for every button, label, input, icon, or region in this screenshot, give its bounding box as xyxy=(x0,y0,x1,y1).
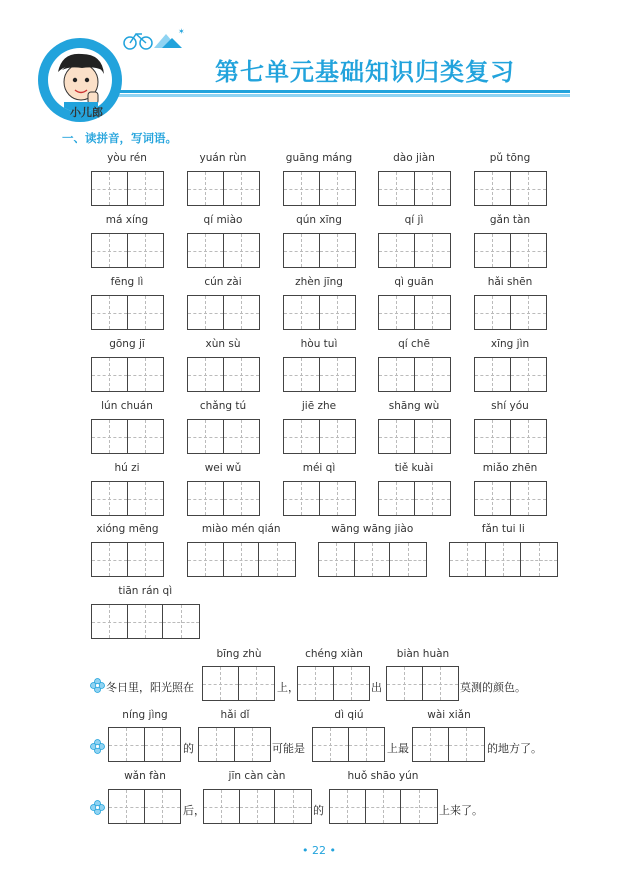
sentence-text: 可能是 xyxy=(272,742,305,755)
writing-cell[interactable] xyxy=(128,420,164,453)
pinyin-label: jīn càn càn xyxy=(228,770,286,782)
pinyin-label: zhèn jīng xyxy=(295,276,343,288)
writing-cell[interactable] xyxy=(379,358,415,391)
writing-cell[interactable] xyxy=(240,790,276,823)
answer-box[interactable] xyxy=(202,666,275,701)
writing-cell[interactable] xyxy=(109,790,145,823)
writing-cell[interactable] xyxy=(92,234,128,267)
writing-cell[interactable] xyxy=(92,482,128,515)
answer-box[interactable] xyxy=(203,789,312,824)
word-box[interactable] xyxy=(91,542,164,577)
word-box[interactable] xyxy=(187,357,260,392)
pinyin-label: xīng jìn xyxy=(490,338,530,350)
sentence-text: 上最 xyxy=(387,742,409,755)
mascot-avatar xyxy=(48,48,112,112)
writing-cell[interactable] xyxy=(224,296,260,329)
writing-cell[interactable] xyxy=(313,728,349,761)
header-underline-light xyxy=(66,94,570,97)
writing-cell[interactable] xyxy=(188,543,224,576)
writing-cell[interactable] xyxy=(475,296,511,329)
pinyin-label: hú zi xyxy=(114,462,140,474)
writing-cell[interactable] xyxy=(298,667,334,700)
writing-cell[interactable] xyxy=(415,296,451,329)
writing-cell[interactable] xyxy=(188,358,224,391)
pinyin-label: wāng wāng jiào xyxy=(331,523,414,535)
sentence-text: 后， xyxy=(183,804,205,817)
answer-box[interactable] xyxy=(198,727,271,762)
writing-cell[interactable] xyxy=(224,172,260,205)
pinyin-label: qún xīng xyxy=(296,214,342,226)
answer-box[interactable] xyxy=(329,789,438,824)
writing-cell[interactable] xyxy=(224,234,260,267)
pinyin-label: shāng wù xyxy=(388,400,440,412)
writing-cell[interactable] xyxy=(128,482,164,515)
writing-cell[interactable] xyxy=(92,543,128,576)
writing-cell[interactable] xyxy=(284,172,320,205)
writing-cell[interactable] xyxy=(128,296,164,329)
word-box[interactable] xyxy=(91,357,164,392)
writing-cell[interactable] xyxy=(145,790,181,823)
writing-cell[interactable] xyxy=(390,543,426,576)
pinyin-label: má xíng xyxy=(105,214,149,226)
word-box[interactable] xyxy=(474,419,547,454)
answer-box[interactable] xyxy=(108,727,181,762)
writing-cell[interactable] xyxy=(284,358,320,391)
sentence-text: 莫测的颜色。 xyxy=(460,681,526,694)
writing-cell[interactable] xyxy=(379,482,415,515)
writing-cell[interactable] xyxy=(355,543,391,576)
pinyin-label: hǎi shēn xyxy=(487,276,533,288)
writing-cell[interactable] xyxy=(320,172,356,205)
writing-cell[interactable] xyxy=(415,172,451,205)
writing-cell[interactable] xyxy=(450,543,486,576)
pinyin-label: miào mén qián xyxy=(201,523,281,535)
word-box[interactable] xyxy=(187,481,260,516)
writing-cell[interactable] xyxy=(128,172,164,205)
writing-cell[interactable] xyxy=(188,420,224,453)
pinyin-label: níng jìng xyxy=(122,709,168,721)
sentence-text: 出 xyxy=(371,681,382,694)
pinyin-label: yuán rùn xyxy=(199,152,247,164)
word-box[interactable] xyxy=(474,233,547,268)
word-box[interactable] xyxy=(187,542,296,577)
page-title: 第七单元基础知识归类复习 xyxy=(215,58,515,86)
pinyin-label: qí jì xyxy=(404,214,424,226)
writing-cell[interactable] xyxy=(511,296,547,329)
word-box[interactable] xyxy=(378,357,451,392)
pinyin-label: xióng mēng xyxy=(96,523,159,535)
writing-cell[interactable] xyxy=(511,482,547,515)
pinyin-label: huǒ shāo yún xyxy=(347,770,419,782)
pinyin-label: wǎn fàn xyxy=(124,770,166,782)
writing-cell[interactable] xyxy=(475,420,511,453)
writing-cell[interactable] xyxy=(475,234,511,267)
pinyin-label: chǎng tú xyxy=(199,400,247,412)
writing-cell[interactable] xyxy=(188,172,224,205)
pinyin-label: guāng máng xyxy=(285,152,353,164)
pinyin-label: qí chē xyxy=(398,338,430,350)
writing-cell[interactable] xyxy=(284,482,320,515)
pinyin-label: qì guān xyxy=(394,276,434,288)
word-box[interactable] xyxy=(187,233,260,268)
writing-cell[interactable] xyxy=(475,358,511,391)
writing-cell[interactable] xyxy=(188,234,224,267)
word-box[interactable] xyxy=(378,481,451,516)
writing-cell[interactable] xyxy=(284,420,320,453)
flower-icon xyxy=(90,800,105,815)
answer-box[interactable] xyxy=(412,727,485,762)
writing-cell[interactable] xyxy=(224,482,260,515)
writing-cell[interactable] xyxy=(379,234,415,267)
word-box[interactable] xyxy=(283,357,356,392)
word-box[interactable] xyxy=(283,295,356,330)
pinyin-label: tiě kuài xyxy=(394,462,434,474)
word-box[interactable] xyxy=(378,419,451,454)
pinyin-label: gǎn tàn xyxy=(489,214,531,226)
pinyin-label: jiē zhe xyxy=(301,400,337,412)
writing-cell[interactable] xyxy=(379,296,415,329)
pinyin-label: fēng lì xyxy=(110,276,144,288)
writing-cell[interactable] xyxy=(109,728,145,761)
writing-cell[interactable] xyxy=(188,296,224,329)
pinyin-label: chéng xiàn xyxy=(305,648,363,660)
answer-box[interactable] xyxy=(312,727,385,762)
sentence-text: 上， xyxy=(277,681,299,694)
answer-box[interactable] xyxy=(386,666,459,701)
writing-cell[interactable] xyxy=(486,543,522,576)
writing-cell[interactable] xyxy=(330,790,366,823)
writing-cell[interactable] xyxy=(92,172,128,205)
section-heading: 一、读拼音，写词语。 xyxy=(62,131,177,145)
writing-cell[interactable] xyxy=(415,420,451,453)
pinyin-label: bīng zhù xyxy=(216,648,262,660)
writing-cell[interactable] xyxy=(284,296,320,329)
writing-cell[interactable] xyxy=(320,234,356,267)
word-box[interactable] xyxy=(318,542,427,577)
pinyin-label: wài xiǎn xyxy=(427,709,471,721)
writing-cell[interactable] xyxy=(224,358,260,391)
sentence-text: 的 xyxy=(183,742,194,755)
word-box[interactable] xyxy=(187,419,260,454)
writing-cell[interactable] xyxy=(188,482,224,515)
pinyin-label: hòu tuì xyxy=(300,338,338,350)
word-box[interactable] xyxy=(474,357,547,392)
writing-cell[interactable] xyxy=(379,420,415,453)
writing-cell[interactable] xyxy=(92,605,128,638)
pinyin-label: dào jiàn xyxy=(393,152,435,164)
pinyin-label: tiān rán qì xyxy=(118,585,173,597)
flower-icon xyxy=(90,739,105,754)
writing-cell[interactable] xyxy=(401,790,437,823)
writing-cell[interactable] xyxy=(449,728,485,761)
writing-cell[interactable] xyxy=(475,172,511,205)
pinyin-label: miǎo zhēn xyxy=(482,462,538,474)
word-box[interactable] xyxy=(378,295,451,330)
writing-cell[interactable] xyxy=(415,234,451,267)
writing-cell[interactable] xyxy=(128,605,164,638)
word-box[interactable] xyxy=(283,171,356,206)
writing-cell[interactable] xyxy=(284,234,320,267)
writing-cell[interactable] xyxy=(203,667,239,700)
word-box[interactable] xyxy=(283,481,356,516)
writing-cell[interactable] xyxy=(511,172,547,205)
pinyin-label: hǎi dǐ xyxy=(220,709,250,721)
sentence-text: 的地方了。 xyxy=(487,742,542,755)
writing-cell[interactable] xyxy=(128,358,164,391)
writing-cell[interactable] xyxy=(349,728,385,761)
writing-cell[interactable] xyxy=(92,420,128,453)
pinyin-label: pǔ tōng xyxy=(489,152,531,164)
word-box[interactable] xyxy=(474,171,547,206)
word-box[interactable] xyxy=(187,295,260,330)
writing-cell[interactable] xyxy=(235,728,271,761)
writing-cell[interactable] xyxy=(259,543,295,576)
answer-box[interactable] xyxy=(297,666,370,701)
sentence-text: 冬日里，阳光照在 xyxy=(106,681,194,694)
word-box[interactable] xyxy=(91,481,164,516)
pinyin-label: lún chuán xyxy=(101,400,153,412)
pinyin-label: yòu rén xyxy=(107,152,147,164)
writing-cell[interactable] xyxy=(128,543,164,576)
sentence-text: 上来了。 xyxy=(439,804,483,817)
writing-cell[interactable] xyxy=(275,790,311,823)
writing-cell[interactable] xyxy=(204,790,240,823)
writing-cell[interactable] xyxy=(163,605,199,638)
pinyin-label: gōng jī xyxy=(109,338,145,350)
pinyin-label: wei wǔ xyxy=(204,462,242,474)
pinyin-label: méi qì xyxy=(302,462,336,474)
writing-cell[interactable] xyxy=(511,234,547,267)
flower-icon xyxy=(90,678,105,693)
writing-cell[interactable] xyxy=(320,420,356,453)
pinyin-label: qí miào xyxy=(203,214,243,226)
pinyin-label: fǎn tui li xyxy=(481,523,525,535)
svg-text:✶: ✶ xyxy=(178,27,185,36)
pinyin-label: cún zài xyxy=(204,276,242,288)
writing-cell[interactable] xyxy=(521,543,557,576)
writing-cell[interactable] xyxy=(239,667,275,700)
writing-cell[interactable] xyxy=(224,543,260,576)
pinyin-label: shí yóu xyxy=(491,400,529,412)
pinyin-label: xùn sù xyxy=(205,338,241,350)
sentence-text: 的 xyxy=(313,804,324,817)
word-box[interactable] xyxy=(91,171,164,206)
word-box[interactable] xyxy=(91,233,164,268)
word-box[interactable] xyxy=(283,233,356,268)
pinyin-label: dì qiú xyxy=(334,709,364,721)
writing-cell[interactable] xyxy=(92,358,128,391)
word-box[interactable] xyxy=(91,295,164,330)
writing-cell[interactable] xyxy=(366,790,402,823)
writing-cell[interactable] xyxy=(320,482,356,515)
word-box[interactable] xyxy=(474,481,547,516)
bicycle-icon xyxy=(120,26,190,52)
writing-cell[interactable] xyxy=(423,667,459,700)
boy-mascot-icon xyxy=(48,48,112,112)
pinyin-label: biàn huàn xyxy=(396,648,450,660)
writing-cell[interactable] xyxy=(92,296,128,329)
writing-cell[interactable] xyxy=(475,482,511,515)
writing-cell[interactable] xyxy=(415,482,451,515)
writing-cell[interactable] xyxy=(199,728,235,761)
writing-cell[interactable] xyxy=(128,234,164,267)
writing-cell[interactable] xyxy=(145,728,181,761)
word-box[interactable] xyxy=(283,419,356,454)
writing-cell[interactable] xyxy=(379,172,415,205)
word-box[interactable] xyxy=(474,295,547,330)
header-underline xyxy=(55,90,570,93)
writing-cell[interactable] xyxy=(413,728,449,761)
writing-cell[interactable] xyxy=(387,667,423,700)
writing-cell[interactable] xyxy=(320,296,356,329)
mascot-name: 小儿郎 xyxy=(70,106,103,119)
writing-cell[interactable] xyxy=(320,358,356,391)
word-box[interactable] xyxy=(91,419,164,454)
word-box[interactable] xyxy=(378,233,451,268)
writing-cell[interactable] xyxy=(224,420,260,453)
writing-cell[interactable] xyxy=(511,420,547,453)
word-box[interactable] xyxy=(378,171,451,206)
word-box[interactable] xyxy=(91,604,200,639)
word-box[interactable] xyxy=(449,542,558,577)
page-number: • 22 • xyxy=(302,844,336,857)
writing-cell[interactable] xyxy=(334,667,370,700)
word-box[interactable] xyxy=(187,171,260,206)
writing-cell[interactable] xyxy=(415,358,451,391)
writing-cell[interactable] xyxy=(511,358,547,391)
answer-box[interactable] xyxy=(108,789,181,824)
writing-cell[interactable] xyxy=(319,543,355,576)
